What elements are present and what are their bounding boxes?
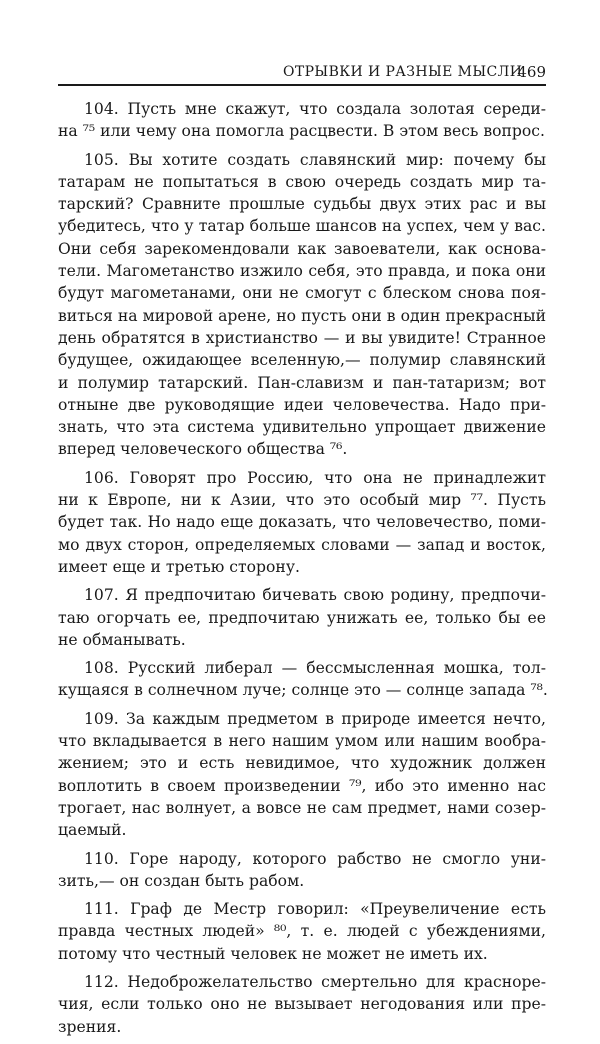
- text-line: тели. Магометанство изжило себя, это правда, и пока они: [58, 262, 546, 281]
- text-line: вперед человеческого общества ⁷⁶.: [58, 440, 348, 459]
- text-line: правда честных людей» ⁸⁰, т. е. людей с убеждениями,: [58, 922, 546, 941]
- text-line: убедитесь, что у татар больше шансов на успех, чем у вас.: [58, 217, 546, 236]
- paragraph-107: [58, 584, 546, 651]
- text-line: день обратятся в христианство — и вы увидите! Странное: [58, 328, 546, 347]
- text-line: не обманывать.: [58, 630, 186, 649]
- text-line: зить,— он создан быть рабом.: [58, 871, 305, 890]
- text-line: цаемый.: [58, 821, 127, 840]
- text-line: воплотить в своем произведении ⁷⁹, ибо это именно нас: [58, 776, 546, 795]
- paragraph-109: [58, 708, 546, 842]
- text-line: отныне две руководящие идеи человечества. Надо при-: [58, 395, 546, 414]
- paragraph-112: [58, 971, 546, 1038]
- text-line: 111. Граф де Местр говорил: «Преувеличение есть: [84, 900, 546, 919]
- page-body: [58, 98, 546, 1044]
- text-line: 110. Горе народу, которого рабство не смогло уни-: [84, 849, 546, 868]
- text-line: 107. Я предпочитаю бичевать свою родину, предпочи-: [84, 586, 546, 605]
- text-line: ни к Европе, ни к Азии, что это особый мир ⁷⁷. Пусть: [58, 491, 546, 510]
- text-line: на ⁷⁵ или чему она помогла расцвести. В этом весь вопрос.: [58, 122, 545, 141]
- text-line: зрения.: [58, 1017, 122, 1036]
- text-line: 109. За каждым предметом в природе имеется нечто,: [84, 709, 546, 728]
- text-line: 105. Вы хотите создать славянский мир: почему бы: [84, 150, 546, 169]
- text-line: будущее, ожидающее вселенную,— полумир славянский: [58, 351, 546, 370]
- paragraph-108: [58, 657, 546, 702]
- text-line: будет так. Но надо еще доказать, что человечество, поми-: [58, 513, 546, 532]
- text-line: 104. Пусть мне скажут, что создала золотая середи-: [84, 100, 546, 118]
- paragraph-106: [58, 467, 546, 578]
- text-line: имеет еще и третью сторону.: [58, 557, 300, 576]
- page-number: 469: [517, 63, 546, 81]
- text-line: таю огорчать ее, предпочитаю унижать ее, только бы ее: [58, 608, 546, 627]
- text-line: что вкладывается в него нашим умом или нашим вообра-: [58, 732, 546, 751]
- text-line: тарский? Сравните прошлые судьбы двух этих рас и вы: [58, 195, 546, 214]
- running-header: [58, 60, 546, 84]
- header-rule: [58, 84, 546, 86]
- text-line: 108. Русский либерал — бессмысленная мошка, тол-: [84, 659, 546, 678]
- paragraph-105: [58, 149, 546, 461]
- text-line: 106. Говорят про Россию, что она не принадлежит: [84, 468, 546, 487]
- text-line: кущаяся в солнечном луче; солнце это — солнце запада ⁷⁸.: [58, 681, 548, 700]
- text-line: виться на мировой арене, но пусть они в один прекрасный: [58, 306, 546, 325]
- text-line: татарам не попытаться в свою очередь создать мир та-: [58, 172, 546, 191]
- text-line: и полумир татарский. Пан-славизм и пан-татаризм; вот: [58, 373, 546, 392]
- paragraph-111: [58, 898, 546, 965]
- text-line: чия, если только оно не вызывает негодования или пре-: [58, 995, 546, 1014]
- text-line: мо двух сторон, определяемых словами — запад и восток,: [58, 535, 546, 554]
- text-line: 112. Недоброжелательство смертельно для красноре-: [84, 972, 546, 991]
- running-title: ОТРЫВКИ И РАЗНЫЕ МЫСЛИ: [283, 64, 523, 80]
- paragraph-110: [58, 848, 546, 893]
- text-line: трогает, нас волнует, а вовсе не сам предмет, нами созер-: [58, 798, 546, 817]
- text-line: потому что честный человек не может не иметь их.: [58, 944, 488, 963]
- text-line: будут магометанами, они не смогут с блеском снова поя-: [58, 284, 546, 303]
- text-line: знать, что эта система удивительно упрощает движение: [58, 418, 546, 437]
- text-line: Они себя зарекомендовали как завоеватели, как основа-: [58, 239, 546, 258]
- text-line: жением; это и есть невидимое, что художник должен: [58, 754, 546, 773]
- paragraph-104: [58, 98, 546, 143]
